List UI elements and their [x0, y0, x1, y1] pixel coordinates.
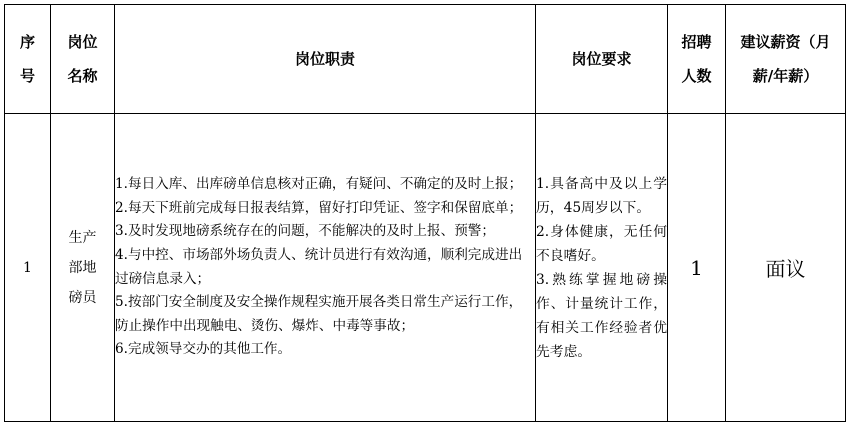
requirement-item: 1.具备高中及以上学历，45周岁以下。: [536, 175, 667, 216]
header-count: 招聘 人数: [668, 5, 726, 114]
requirement-item: 2.身体健康，无任何不良嗜好。: [536, 223, 667, 264]
requirement-item: 3.熟练掌握地磅操作、计量统计工作，有相关工作经验者优先考虑。: [536, 271, 667, 360]
cell-salary: 面议: [726, 114, 846, 422]
header-no: 序 号: [5, 5, 51, 114]
duty-item: 4.与中控、市场部外场负责人、统计员进行有效沟通，顺利完成进出过磅信息录入；: [115, 246, 523, 287]
duty-item: 6.完成领导交办的其他工作。: [115, 341, 292, 358]
header-salary: 建议薪资（月 薪/年薪）: [726, 5, 846, 114]
header-duties: 岗位职责: [115, 5, 536, 114]
duty-item: 5.按部门安全制度及安全操作规程实施开展各类日常生产运行工作，防止操作中出现触电、烫伤、爆炸、中毒等事故；: [115, 294, 523, 334]
table-row: [5, 114, 846, 422]
cell-requirements: [536, 114, 668, 422]
cell-duties: [115, 114, 536, 422]
cell-count: 1: [668, 114, 726, 422]
duty-item: 3.及时发现地磅系统存在的问题，不能解决的及时上报、预警；: [115, 223, 495, 240]
header-row: [5, 5, 846, 114]
header-position-name: 岗位 名称: [51, 5, 115, 114]
job-posting-table: [4, 4, 846, 422]
duty-item: 2.每天下班前完成每日报表结算，留好打印凭证、签字和保留底单；: [115, 199, 523, 216]
duty-item: 1.每日入库、出库磅单信息核对正确，有疑问、不确定的及时上报；: [115, 176, 523, 193]
cell-no: 1: [5, 114, 51, 422]
cell-position-name: 生产 部地 磅员: [51, 114, 115, 422]
header-requirements: 岗位要求: [536, 5, 668, 114]
